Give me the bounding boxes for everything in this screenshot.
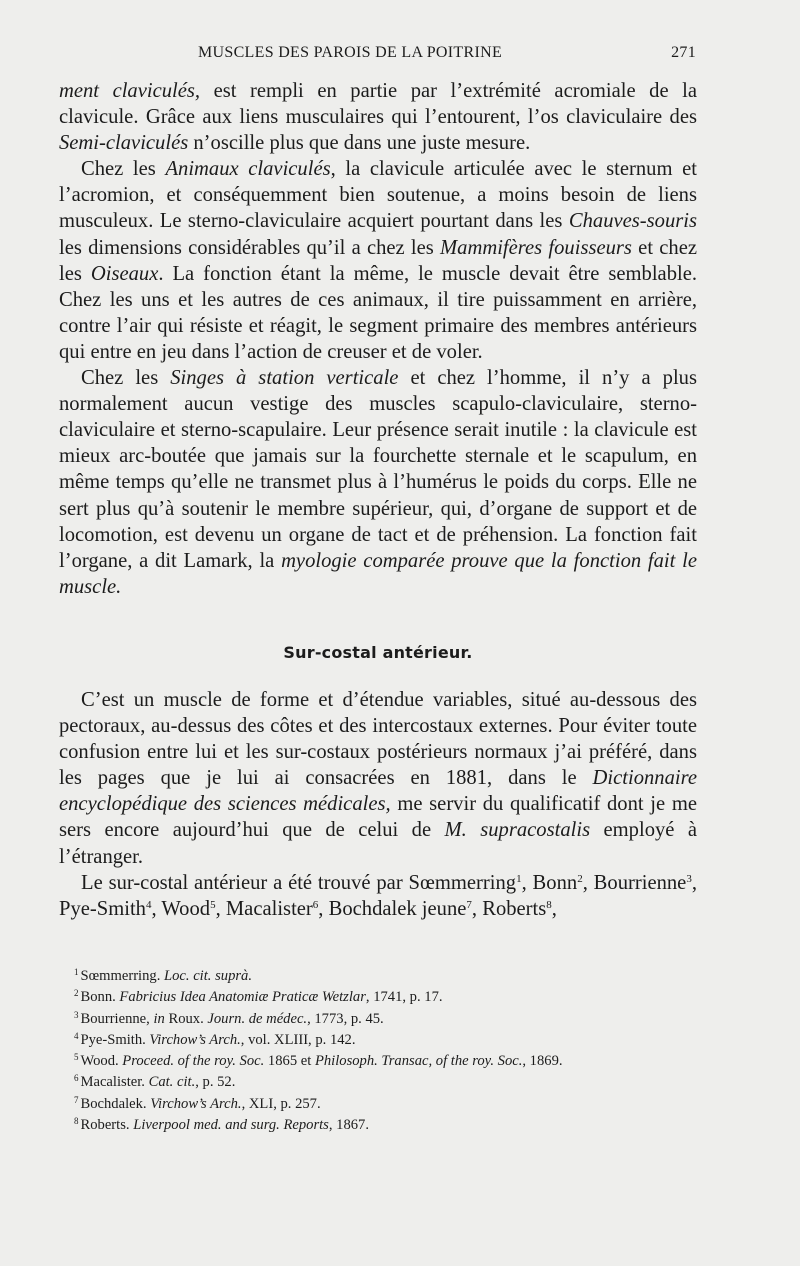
italic-term: Singes à station verticale	[170, 367, 399, 390]
fn-text: , 1867.	[328, 1117, 369, 1134]
fn-italic: Virchow’s Arch.	[149, 1031, 241, 1048]
italic-term: Oiseaux	[90, 262, 159, 285]
text-run: Chez les	[81, 367, 171, 390]
fn-text: Pye-Smith.	[80, 1031, 150, 1048]
fn-text: , 1741, p. 17.	[365, 989, 443, 1006]
text-run: , Bochdalek jeune	[318, 897, 467, 920]
italic-term: Chauves-souris	[568, 210, 697, 233]
text-run: me servir du qualificatif dont je me sers encore aujourd’hui que de celui de	[59, 793, 697, 842]
fn-italic: Proceed. of the roy. Soc.	[122, 1053, 265, 1070]
running-head	[60, 44, 696, 70]
footnote-ref: 4	[145, 898, 152, 911]
paragraph-2	[59, 156, 697, 365]
fn-text: , 1773, p. 45.	[307, 1010, 384, 1027]
page-number: 271	[671, 44, 696, 61]
fn-italic: in	[153, 1010, 165, 1027]
text-run: , Macalister	[215, 897, 313, 920]
footnote-number: 7	[74, 1094, 79, 1105]
fn-italic: Virchow’s Arch.	[150, 1095, 242, 1112]
footnote-ref: 7	[466, 898, 472, 911]
text-run: est rempli en partie par l’extrémité acromiale de la clavicule. Grâce aux liens musculaires qui l’entourent, l’os claviculaire des	[59, 80, 697, 129]
footnote	[74, 966, 694, 987]
footnote	[74, 1051, 694, 1072]
fn-text: , 1869.	[522, 1053, 563, 1070]
page-body	[59, 78, 697, 922]
text-run: n’oscille plus que dans une juste mesure.	[188, 132, 531, 155]
footnotes	[74, 966, 694, 1136]
footnote-number: 6	[74, 1073, 79, 1084]
footnote	[74, 987, 694, 1008]
fn-italic: Loc. cit. suprà.	[164, 968, 252, 984]
text-run: Chez les	[81, 158, 166, 181]
fn-text: , XLI, p. 257.	[241, 1095, 321, 1112]
italic-term: myologie comparée prouve que la fonction fait le muscle.	[59, 549, 697, 598]
italic-term: Semi-claviculés	[59, 132, 189, 155]
footnote	[74, 1072, 694, 1093]
text-run: et chez l’homme, il n’y a plus normalement aucun vestige des muscles scapulo-claviculaire, sterno-claviculaire et sterno-scapulaire. Leur présence serait inutile : la clavicule est mieux arc-boutée que jamais sur la fourchette sternale et le scapulum, en même temps qu’elle ne transmet plus à l’humérus le poids du corps. Elle ne sert plus qu’à soutenir le membre supérieur, qui, d’organe de support et de locomotion, est devenu un organe de tact et de préhension. La fonction fait l’organe, a dit Lamark, la	[59, 367, 697, 572]
fn-text: Bonn.	[80, 989, 120, 1006]
text-run: . La fonction étant la même, le muscle devait être semblable. Chez les uns et les autres de ces animaux, il tire puissamment en arrière, contre l’air qui résiste et réagit, le segment primaire des membres antérieurs qui entre en jeu dans l’action de creuser et de voler.	[59, 262, 697, 363]
paragraph-5	[59, 870, 697, 922]
text-run: , Roberts	[471, 897, 547, 920]
text-run: ,	[551, 897, 557, 920]
italic-term: ment claviculés,	[59, 80, 201, 102]
footnote-ref: 1	[516, 872, 522, 885]
text-run: , la clavicule articulée avec le sternum et l’acromion, et conséquemment bien soutenue, a moins besoin de liens musculeux. Le sterno-claviculaire acquiert pourtant dans les	[59, 158, 697, 233]
fn-text: Wood.	[80, 1053, 123, 1070]
fn-text: , p. 52.	[195, 1074, 236, 1091]
text-run: , Bonn	[521, 871, 578, 894]
footnote-number: 1	[74, 967, 79, 977]
text-run: , Wood	[151, 897, 211, 920]
text-run: , Pye-Smith	[59, 871, 697, 920]
footnote	[74, 1094, 694, 1115]
italic-term: Dictionnaire encyclopédique des sciences médicales,	[59, 767, 697, 816]
fn-text: Bourrienne,	[80, 1010, 154, 1027]
fn-text: , vol. XLIII, p. 142.	[240, 1031, 356, 1048]
footnote	[74, 1030, 694, 1051]
text-run: employé à l’étranger.	[59, 819, 697, 868]
text-run: les dimensions considérables qu’il a chez les	[59, 236, 440, 259]
text-run: , Bourrienne	[582, 871, 687, 894]
footnote-number: 2	[74, 988, 79, 999]
fn-text: Sœmmerring.	[80, 968, 165, 984]
paragraph-3	[59, 365, 697, 600]
footnote	[74, 1115, 694, 1136]
text-run: Le sur-costal antérieur a été trouvé par Sœmmerring	[81, 871, 517, 894]
fn-text: Macalister.	[80, 1074, 149, 1091]
fn-italic: Liverpool med. and surg. Reports	[133, 1117, 329, 1134]
text-run: et chez les	[59, 236, 697, 285]
fn-italic: Journ. de médec.	[207, 1010, 308, 1027]
footnote-ref: 8	[546, 898, 552, 911]
fn-italic: Fabricius Idea Anatomiæ Praticæ Wetzlar	[119, 989, 366, 1006]
fn-text: Bochdalek.	[80, 1095, 151, 1112]
fn-text: 1865 et	[264, 1053, 315, 1070]
footnote-ref: 6	[312, 898, 319, 911]
text-run: C’est un muscle de forme et d’étendue variables, situé au-dessous des pectoraux, au-dessus des côtes et des intercostaux externes. Pour éviter toute confusion entre lui et les sur-costaux postérieurs normaux j’ai préféré, dans les pages que je lui ai consacrées en 1881, dans le	[59, 688, 697, 790]
section-heading: Sur-costal antérieur.	[283, 642, 473, 662]
fn-italic: Cat. cit.	[148, 1074, 196, 1091]
footnote-ref: 5	[210, 898, 216, 911]
fn-text: Roberts.	[80, 1117, 134, 1134]
footnote-number: 8	[74, 1116, 79, 1127]
fn-text: Roux.	[164, 1010, 208, 1027]
fn-italic: Philosoph. Transac, of the roy. Soc.	[314, 1053, 523, 1070]
footnote-ref: 3	[686, 872, 692, 885]
footnote	[74, 1009, 694, 1030]
footnote-ref: 2	[577, 872, 583, 885]
italic-term: M. supracostalis	[444, 819, 591, 842]
paragraph-1	[59, 78, 697, 156]
italic-term: Mammifères fouisseurs	[440, 236, 632, 259]
running-title: MUSCLES DES PAROIS DE LA POITRINE	[198, 44, 503, 61]
italic-term: Animaux claviculés	[165, 158, 331, 181]
footnote-number: 4	[74, 1030, 79, 1041]
footnote-number: 5	[74, 1052, 79, 1063]
paragraph-4	[59, 687, 697, 870]
footnote-number: 3	[74, 1009, 79, 1020]
